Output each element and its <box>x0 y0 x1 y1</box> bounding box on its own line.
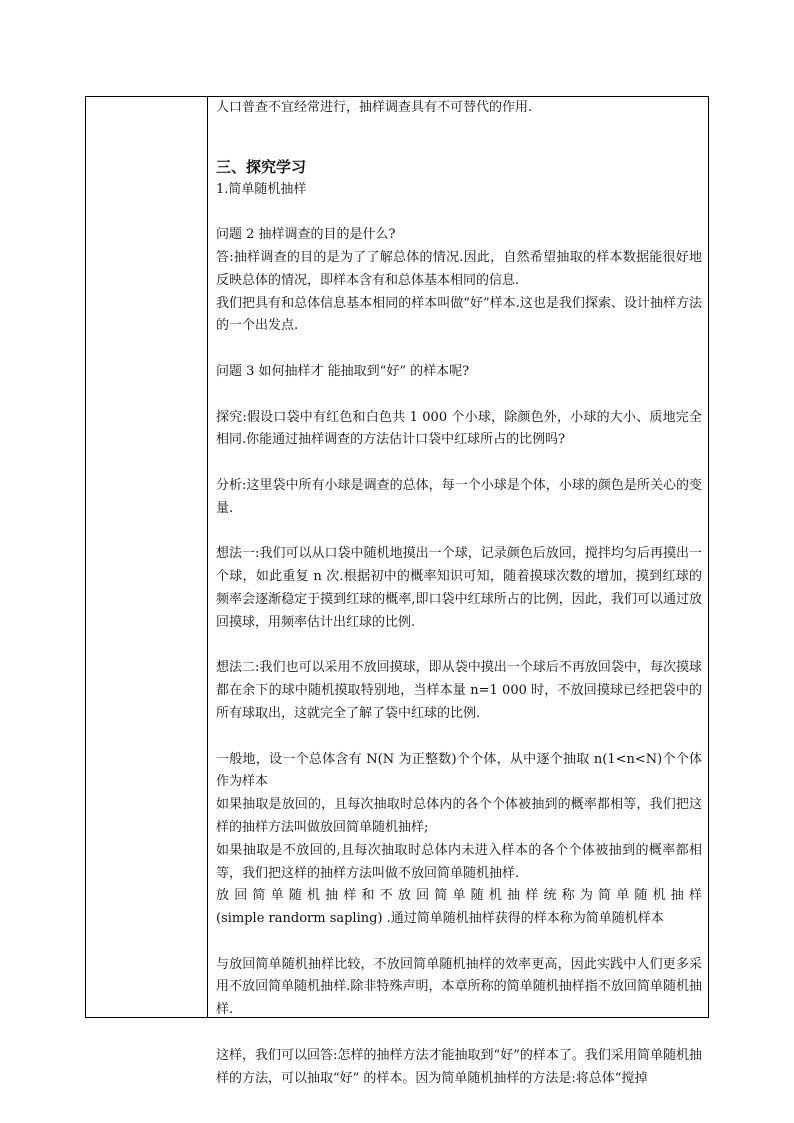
lesson-table <box>85 96 709 1086</box>
good-sample-definition: 我们把具有和总体信息基本相同的样本叫做“好”样本.这也是我们探索、设计抽样方法的一个出发点. <box>216 295 702 334</box>
section-heading: 三、探究学习 <box>216 157 307 176</box>
without-replacement-definition: 如果抽取是不放回的,且每次抽取时总体内未进入样本的各个个体被抽到的概率都相等，我们把这样的抽样方法叫做不放回简单随机抽样. <box>216 842 702 881</box>
intro-paragraph: 人口普查不宜经常进行，抽样调查具有不可替代的作用. <box>216 100 533 115</box>
idea-one: 想法一:我们可以从口袋中随机地摸出一个球，记录颜色后放回，搅拌均匀后再摸出一个球，如此重复 n 次.根据初中的概率知识可知，随着摸球次数的增加，摸到红球的频率会逐渐稳定于摸到红球的概率,即口袋中红球所占的比例，因此，我们可以通过放回摸球，用频率估计出红球的比例. <box>216 546 702 630</box>
combined-term-line: 放回简单随机抽样和不放回简单随机抽样统称为简单随机抽样 <box>216 888 702 904</box>
combined-term-english: (simple randorm sapling) .通过简单随机抽样获得的样本称为简单随机样本 <box>216 911 664 927</box>
question-2: 问题 2 抽样调查的目的是什么? <box>216 227 396 243</box>
idea-two: 想法二:我们也可以采用不放回摸球，即从袋中摸出一个球后不再放回袋中，每次摸球都在余下的球中随机摸取特别地，当样本量 n=1 000 时，不放回摸球已经把袋中的所有球取出，这就完全了解了袋中红球的比例. <box>216 660 702 721</box>
question-3: 问题 3 如何抽样才 能抽取到“好” 的样本呢? <box>216 363 470 379</box>
table-right-column <box>208 97 708 1086</box>
table-left-column <box>86 97 208 1017</box>
general-definition: 一般地，设一个总体含有 N(N 为正整数)个个体，从中逐个抽取 n(1<n<N)个个体作为样本 <box>216 751 702 790</box>
lesson-content <box>216 97 702 1090</box>
answer-2: 答:抽样调查的目的是为了了解总体的情况.因此，自然希望抽取的样本数据能很好地反映总体的情况，即样本含有和总体基本相同的信息. <box>216 249 702 288</box>
analysis: 分析:这里袋中所有小球是调查的总体，每一个小球是个体，小球的颜色是所关心的变量. <box>216 477 702 516</box>
exploration: 探究:假设口袋中有红色和白色共 1 000 个小球，除颜色外，小球的大小、质地完全相同.你能通过抽样调查的方法估计口袋中红球所占的比例吗? <box>216 409 702 448</box>
comparison-paragraph: 与放回简单随机抽样比较，不放回简单随机抽样的效率更高，因此实践中人们更多采用不放回简单随机抽样.除非特殊声明，本章所称的简单随机抽样指不放回简单随机抽样. <box>216 956 702 1018</box>
answer-paragraph: 这样，我们可以回答:怎样的抽样方法才能抽取到“好”的样本了。我们采用简单随机抽样的方法，可以抽取“好” 的样本。因为简单随机抽样的方法是:将总体“搅掉 <box>216 1047 702 1086</box>
subsection-title: 1.简单随机抽样 <box>216 181 307 197</box>
with-replacement-definition: 如果抽取是放回的，且每次抽取时总体内的各个个体被抽到的概率都相等，我们把这样的抽样方法叫做放回简单随机抽样; <box>216 797 702 835</box>
